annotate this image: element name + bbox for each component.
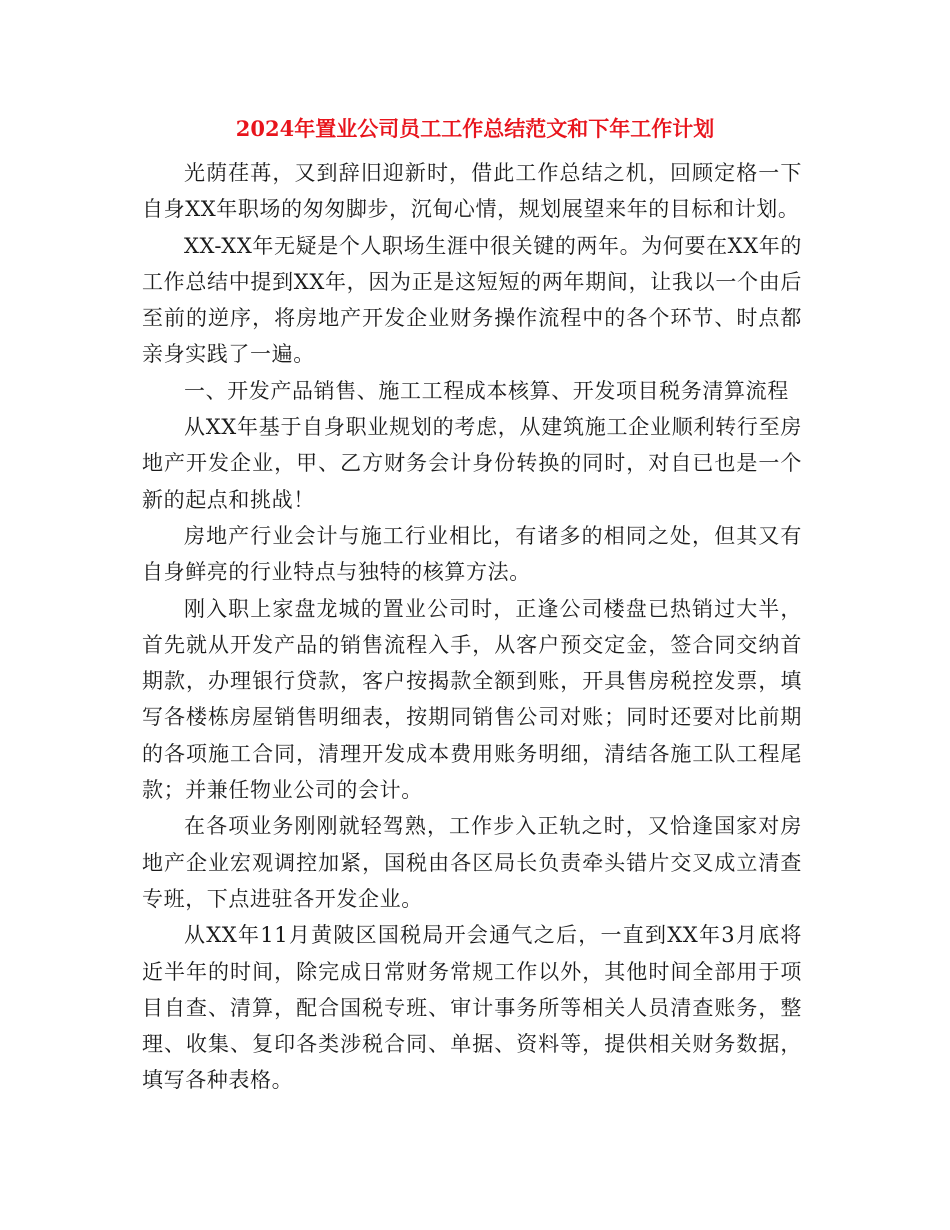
paragraph: XX-XX年无疑是个人职场生涯中很关键的两年。为何要在XX年的工作总结中提到XX年，因为正是这短短的两年期间，让我以一个由后至前的逆序，将房地产开发企业财务操作流程中的各个环节、时点都亲身实践了一遍。 xyxy=(142,233,802,367)
document-title: 2024年置业公司员工工作总结范文和下年工作计划 xyxy=(235,116,715,141)
paragraph: 光荫荏苒，又到辞旧迎新时，借此工作总结之机，回顾定格一下自身XX年职场的匆匆脚步，沉甸心情，规划展望来年的目标和计划。 xyxy=(142,161,802,222)
paragraph: 刚入职上家盘龙城的置业公司时，正逢公司楼盘已热销过大半，首先就从开发产品的销售流程入手，从客户预交定金，签合同交纳首期款，办理银行贷款，客户按揭款全额到账，开具售房税控发票，填写各楼栋房屋销售明细表，按期同销售公司对账；同时还要对比前期的各项施工合同，清理开发成本费用账务明细，清结各施工队工程尾款；并兼任物业公司的会计。 xyxy=(142,596,802,803)
paragraph: 房地产行业会计与施工行业相比，有诸多的相同之处，但其又有自身鲜亮的行业特点与独特的核算方法。 xyxy=(142,523,802,585)
paragraph: 从XX年11月黄陂区国税局开会通气之后，一直到XX年3月底将近半年的时间，除完成日常财务常规工作以外，其他时间全部用于项目自查、清算，配合国税专班、审计事务所等相关人员清查账务，整理、收集、复印各类涉税合同、单据、资料等，提供相关财务数据，填写各种表格。 xyxy=(142,923,802,1093)
paragraph: 从XX年基于自身职业规划的考虑，从建筑施工企业顺利转行至房地产开发企业，甲、乙方财务会计身份转换的同时，对自已也是一个新的起点和挑战！ xyxy=(142,415,802,512)
document-body xyxy=(142,155,802,1099)
section-heading: 一、开发产品销售、施工工程成本核算、开发项目税务清算流程 xyxy=(184,378,789,403)
paragraph: 在各项业务刚刚就轻驾熟，工作步入正轨之时，又恰逢国家对房地产企业宏观调控加紧，国税由各区局长负责牵头错片交叉成立清查专班，下点进驻各开发企业。 xyxy=(142,814,802,911)
